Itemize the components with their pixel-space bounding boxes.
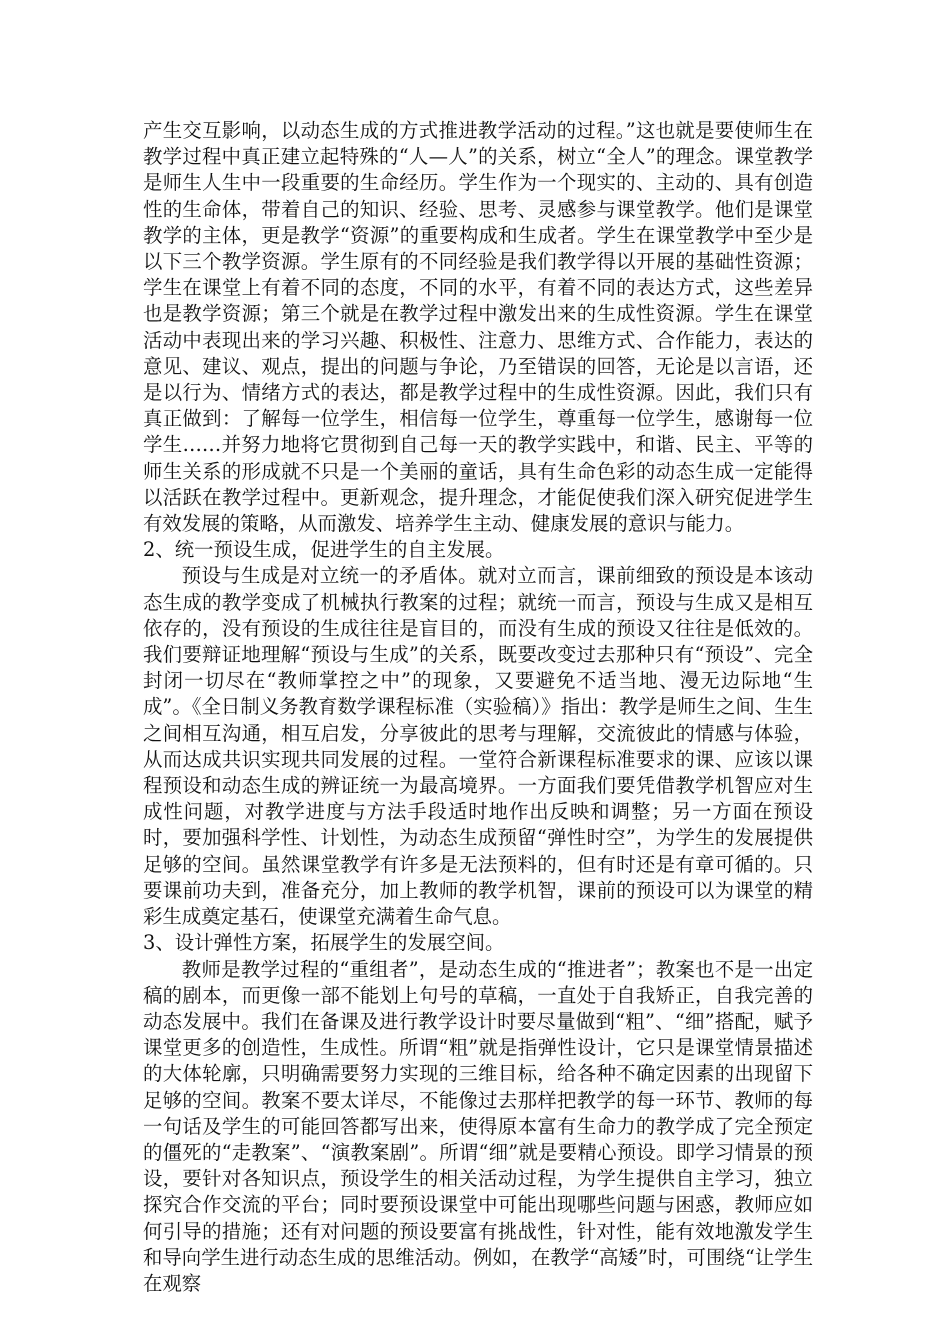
document-body	[143, 118, 813, 1297]
section-heading-3: 3、设计弹性方案，拓展学生的发展空间。	[143, 931, 505, 955]
paragraph-continuation: 产生交互影响，以动态生成的方式推进教学活动的过程。”这也就是要使师生在教学过程中真正建立起特殊的“人—人”的关系，树立“全人”的理念。课堂教学是师生人生中一段重要的生命经历。学生作为一个现实的、主动的、具有创造性的生命体，带着自己的知识、经验、思考、灵感参与课堂教学。他们是课堂教学的主体，更是教学“资源”的重要构成和生成者。学生在课堂教学中至少是以下三个教学资源。学生原有的不同经验是我们教学得以开展的基础性资源；学生在课堂上有着不同的态度，不同的水平，有着不同的表达方式，这些差异也是教学资源；第三个就是在教学过程中激发出来的生成性资源。学生在课堂活动中表现出来的学习兴趣、积极性、注意力、思维方式、合作能力，表达的意见、建议、观点，提出的问题与争论，乃至错误的回答，无论是以言语，还是以行为、情绪方式的表达，都是教学过程中的生成性资源。因此，我们只有真正做到：了解每一位学生，相信每一位学生，尊重每一位学生，感谢每一位学生……并努力地将它贯彻到自己每一天的教学实践中，和谐、民主、平等的师生关系的形成就不只是一个美丽的童话，具有生命色彩的动态生成一定能得以活跃在教学过程中。更新观念，提升理念，才能促使我们深入研究促进学生有效发展的策略，从而激发、培养学生主动、健康发展的意识与能力。	[143, 119, 813, 536]
section-heading-2: 2、统一预设生成，促进学生的自主发展。	[143, 538, 505, 562]
paragraph-flexible-plan: 教师是教学过程的“重组者”，是动态生成的“推进者”；教案也不是一出定稿的剧本，而更像一部不能划上句号的草稿，一直处于自我矫正，自我完善的动态发展中。我们在备课及进行教学设计时要尽量做到“粗”、“细”搭配，赋予课堂更多的创造性，生成性。所谓“粗”就是指弹性设计，它只是课堂情景描述的大体轮廓，只明确需要努力实现的三维目标，给各种不确定因素的出现留下足够的空间。教案不要太详尽，不能像过去那样把教学的每一环节、教师的每一句话及学生的可能回答都写出来，使得原本富有生命力的教学成了完全预定的僵死的“走教案”、“演教案剧”。所谓“细”就是要精心预设。即学习情景的预设，要针对各知识点，预设学生的相关活动过程，为学生提供自主学习，独立探究合作交流的平台；同时要预设课堂中可能出现哪些问题与困惑，教师应如何引导的措施；还有对问题的预设要富有挑战性，针对性，能有效地激发学生和导向学生进行动态生成的思维活动。例如，在教学“高矮”时，可围绕“让学生在观察	[143, 957, 813, 1295]
paragraph-preset-generation: 预设与生成是对立统一的矛盾体。就对立而言，课前细致的预设是本该动态生成的教学变成了机械执行教案的过程；就统一而言，预设与生成又是相互依存的，没有预设的生成往往是盲目的，而没有生成的预设又往往是低效的。我们要辩证地理解“预设与生成”的关系，既要改变过去那种只有“预设”、完全封闭一切尽在“教师掌控之中”的现象，又要避免不适当地、漫无边际地“生成”。《全日制义务教育数学课程标准（实验稿）》指出：教学是师生之间、生生之间相互沟通，相互启发，分享彼此的思考与理解，交流彼此的情感与体验，从而达成共识实现共同发展的过程。一堂符合新课程标准要求的课、应该以课程预设和动态生成的辨证统一为最高境界。一方面我们要凭借教学机智应对生成性问题，对教学进度与方法手段适时地作出反映和调整；另一方面在预设时，要加强科学性、计划性，为动态生成预留“弹性时空”，为学生的发展提供足够的空间。虽然课堂教学有许多是无法预料的，但有时还是有章可循的。只要课前功夫到，准备充分，加上教师的教学机智，课前的预设可以为课堂的精彩生成奠定基石，使课堂充满着生命气息。	[143, 564, 813, 929]
